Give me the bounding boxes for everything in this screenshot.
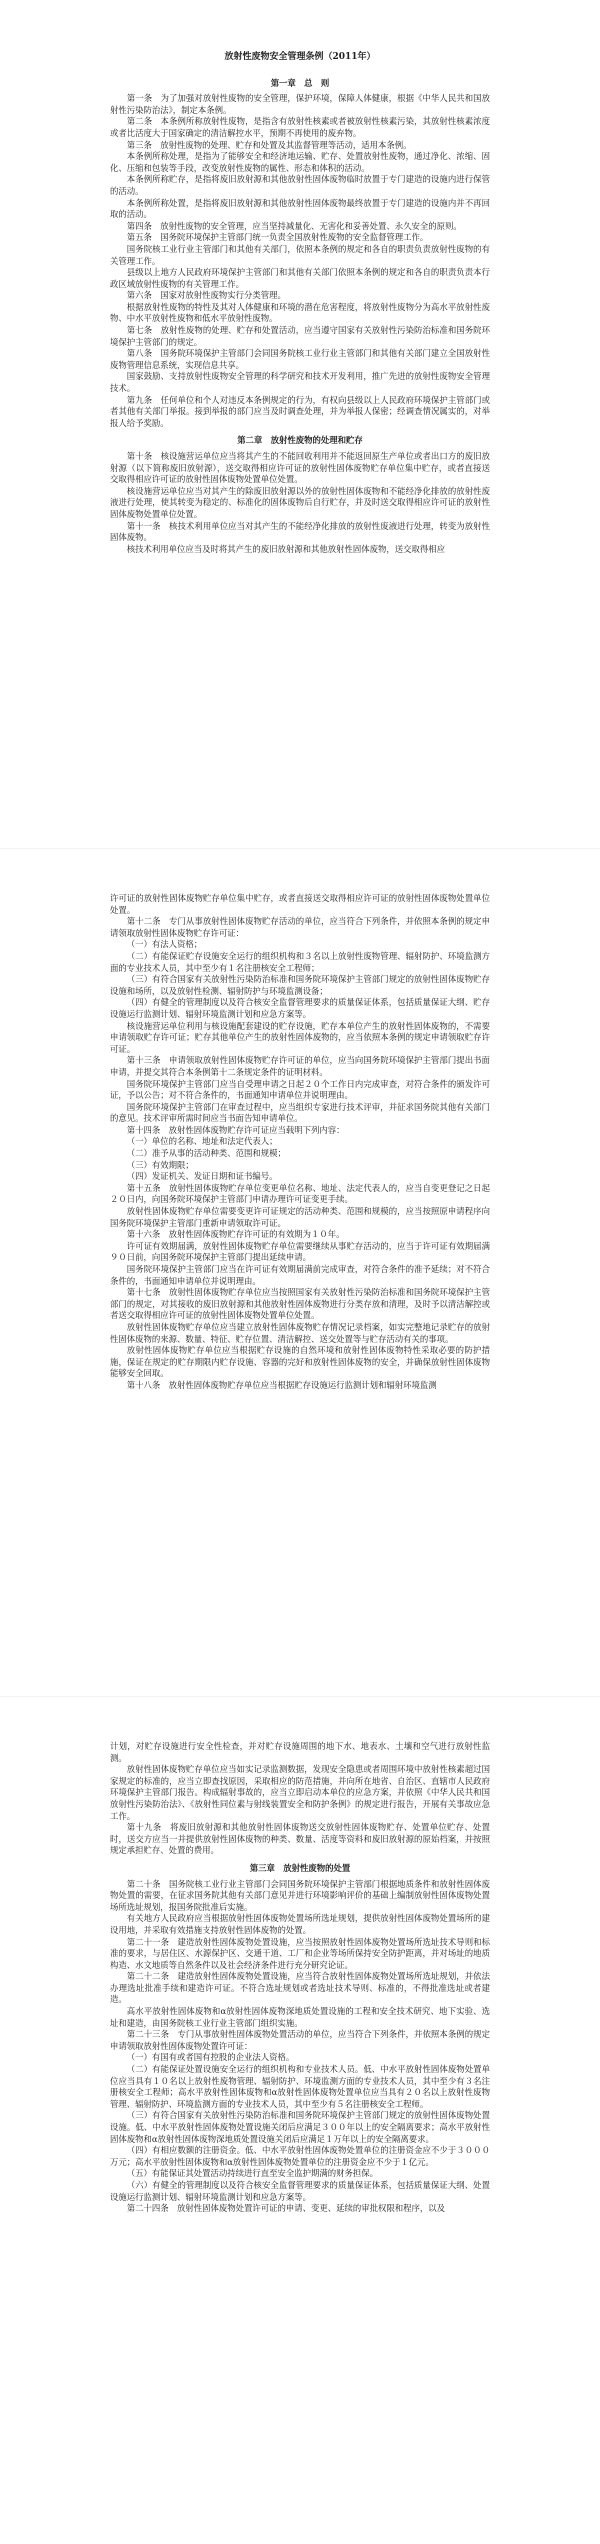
paragraph: 第十九条 将废旧放射源和其他放射性固体废物送交放射性固体废物贮存、处置单位贮存、处置时，送交方应当一并提供放射性固体废物的种类、数量、活度等资料和废旧放射源的原始档案，并按照规定承担贮存、处置的费用。: [110, 1822, 490, 1856]
paragraph: 本条例所称贮存，是指将废旧放射源和其他放射性固体废物临时放置于专门建造的设施内进行保管的活动。: [110, 174, 490, 196]
paragraph: 本条例所称处理，是指为了能够安全和经济地运输、贮存、处置放射性废物，通过净化、浓缩、固化、压缩和包装等手段，改变放射性废物的属性、形态和体积的活动。: [110, 151, 490, 173]
paragraph: 核设施营运单位应当对其产生的除废旧放射源以外的放射性固体废物和不能经净化排放的放射性废液进行处理，使其转变为稳定的、标准化的固体废物后自行贮存，并及时送交取得相应许可证的放射性固体废物处置单位处置。: [110, 485, 490, 519]
paragraph: （二）有能保证处置设施安全运行的组织机构和专业技术人员。低、中水平放射性固体废物处置单位应当具有１０名以上放射性废物管理、辐射防护、环境监测方面的专业技术人员，其中至少有３名注册核安全工程师；高水平放射性固体废物和α放射性固体废物处置单位应当具有２０名以上放射性废物管理、辐射防护、环境监测方面的专业技术人员，其中至少有５名注册核安全工程师。: [110, 2064, 490, 2109]
paragraph: 第五条 国务院环境保护主管部门统一负责全国放射性废物的安全监督管理工作。: [126, 232, 429, 243]
document-page-3: [0, 1697, 600, 2544]
paragraph: （三）有符合国家有关放射性污染防治标准和国务院环境保护主管部门规定的放射性固体废物处置设施。低、中水平放射性固体废物处置设施关闭后应满足３００年以上的安全隔离要求；高水平放射性固体废物和α放射性固体废物深地质处置设施关闭后应满足１万年以上的安全隔离要求。: [110, 2110, 490, 2144]
paragraph: （四）发证机关、发证日期和证书编号。: [126, 1171, 278, 1182]
paragraph: 第二十四条 放射性固体废物处置许可证的申请、变更、延续的审批权限和程序，以及: [126, 2203, 446, 2214]
paragraph: 第二十条 国务院核工业行业主管部门会同国务院环境保护主管部门根据地质条件和放射性固体废物处置的需要，在征求国务院其他有关部门意见并进行环境影响评价的基础上编制放射性固体废物处置场所选址规划，报国务院批准后实施。: [110, 1878, 490, 1912]
paragraph: 第二条 本条例所称放射性废物，是指含有放射性核素或者被放射性核素污染，其放射性核素浓度或者比活度大于国家确定的清洁解控水平，预期不再使用的废弃物。: [110, 116, 490, 138]
paragraph: 第十一条 核技术利用单位应当对其产生的不能经净化排放的放射性废液进行处理，转变为放射性固体废物。: [110, 520, 490, 543]
paragraph: 第十七条 放射性固体废物贮存单位应当按照国家有关放射性污染防治标准和国务院环境保护主管部门的规定，对其接收的废旧放射源和其他放射性固体废物进行分类存放和清理，及时予以清洁解控或者送交取得相应许可证的放射性固体废物处置单位处置。: [110, 1287, 490, 1321]
paragraph: （三）有符合国家有关放射性污染防治标准和国务院环境保护主管部门规定的放射性固体废物贮存设施和场所，以及放射性检测、辐射防护与环境监测设备；: [110, 974, 490, 996]
page-1-body: [110, 52, 490, 555]
paragraph: 核技术利用单位应当及时将其产生的废旧放射源和其他放射性固体废物，送交取得相应: [126, 543, 446, 554]
paragraph: 第十四条 放射性固体废物贮存许可证应当载明下列内容：: [126, 1124, 345, 1135]
paragraph: 第十二条 专门从事放射性固体废物贮存活动的单位，应当符合下列条件，并依照本条例的规定申请领取放射性固体废物贮存许可证：: [110, 916, 490, 938]
chapter-2-heading: 第二章 放射性废物的处理和贮存: [237, 435, 363, 446]
paragraph: 本条例所称处置，是指将废旧放射源和其他放射性固体废物最终放置于专门建造的设施内并不再回取的活动。: [110, 197, 490, 220]
page-3-body: [110, 1741, 490, 2215]
document-page-1: [0, 0, 600, 560]
paragraph: 第十三条 申请领取放射性固体废物贮存许可证的单位，应当向国务院环境保护主管部门提出书面申请，并提交其符合本条例第十二条规定条件的证明材料。: [110, 1055, 490, 1077]
paragraph: 国务院环境保护主管部门应当在许可证有效期届满前完成审查，对符合条件的准予延续；对不符合条件的，书面通知申请单位并说明理由。: [110, 1264, 490, 1286]
paragraph: 国务院环境保护主管部门应当自受理申请之日起２０个工作日内完成审查，对符合条件的颁发许可证，予以公告；对不符合条件的，书面通知申请单位并说明理由。: [110, 1078, 490, 1101]
paragraph: 第二十三条 专门从事放射性固体废物处置活动的单位，应当符合下列条件，并依照本条例的规定申请领取放射性固体废物处置许可证：: [110, 2029, 490, 2051]
paragraph: 放射性固体废物贮存单位应当如实记录监测数据，发现安全隐患或者周围环境中放射性核素超过国家规定的标准的，应当立即查找原因，采取相应的防范措施，并向所在地省、自治区、直辖市人民政府环境保护主管部门报告。构成辐射事故的，应当立即启动本单位的应急方案，并依照《中华人民共和国放射性污染防治法》、《放射性同位素与射线装置安全和防护条例》的规定进行报告，开展有关事故应急工作。: [110, 1764, 490, 1821]
chapter-1-heading: 第一章 总 则: [270, 77, 330, 88]
paragraph: 第十六条 放射性固体废物贮存许可证的有效期为１０年。: [126, 1229, 345, 1240]
paragraph: 第八条 国务院环境保护主管部门会同国务院核工业行业主管部门和其他有关部门建立全国放射性废物管理信息系统，实现信息共享。: [110, 348, 490, 370]
paragraph: 许可证的放射性固体废物贮存单位集中贮存，或者直接送交取得相应许可证的放射性固体废物处置单位处置。: [110, 893, 490, 915]
paragraph: （一）单位的名称、地址和法定代表人；: [126, 1136, 278, 1147]
paragraph: 根据放射性废物的特性及其对人体健康和环境的潜在危害程度，将放射性废物分为高水平放射性废物、中水平放射性废物和低水平放射性废物。: [110, 301, 490, 324]
paragraph: 有关地方人民政府应当根据放射性固体废物处置场所选址规划，提供放射性固体废物处置场所的建设用地，并采取有效措施支持放射性固体废物的处置。: [110, 1913, 490, 1935]
paragraph: 第十八条 放射性固体废物贮存单位应当根据贮存设施运行监测计划和辐射环境监测: [126, 1379, 437, 1390]
paragraph: 第四条 放射性废物的安全管理，应当坚持减量化、无害化和妥善处置、永久安全的原则。: [126, 220, 462, 231]
paragraph: 第十条 核设施营运单位应当将其产生的不能回收利用并不能返回原生产单位或者出口方的废旧放射源（以下简称废旧放射源），送交取得相应许可证的放射性固体废物贮存单位集中贮存，或者直接送交取得相应许可证的放射性固体废物处置单位处置。: [110, 451, 490, 485]
document-page-2: [0, 849, 600, 1697]
paragraph: （二）有能保证贮存设施安全运行的组织机构和３名以上放射性废物管理、辐射防护、环境监测方面的专业技术人员，其中至少有１名注册核安全工程师；: [110, 950, 490, 973]
paragraph: 许可证有效期届满，放射性固体废物贮存单位需要继续从事贮存活动的，应当于许可证有效期届满９０日前，向国务院环境保护主管部门提出延续申请。: [110, 1240, 490, 1263]
paragraph: （一）有法人资格；: [126, 939, 203, 950]
paragraph: 第七条 放射性废物的处理、贮存和处置活动，应当遵守国家有关放射性污染防治标准和国务院环境保护主管部门的规定。: [110, 325, 490, 347]
paragraph: 第九条 任何单位和个人对违反本条例规定的行为，有权向县级以上人民政府环境保护主管部门或者其他有关部门举报。接到举报的部门应当及时调查处理，并为举报人保密；经调查情况属实的，对举报人给予奖励。: [110, 394, 490, 428]
paragraph: 第二十二条 建造放射性固体废物处置设施，应当符合放射性固体废物处置场所选址规划，并依法办理选址批准手续和建造许可证。不符合选址规划或者选址技术导则、标准的，不得批准选址或者建造。: [110, 1971, 490, 2005]
page-2-body: [110, 893, 490, 1392]
paragraph: 国务院环境保护主管部门在审查过程中，应当组织专家进行技术评审，并征求国务院其他有关部门的意见。技术评审所需时间应当书面告知申请单位。: [110, 1101, 490, 1124]
paragraph: 高水平放射性固体废物和α放射性固体废物深地质处置设施的工程和安全技术研究、地下实验、选址和建造，由国务院核工业行业主管部门组织实施。: [110, 2006, 490, 2028]
paragraph: 核设施营运单位利用与核设施配套建设的贮存设施，贮存本单位产生的放射性固体废物的，不需要申请领取贮存许可证；贮存其他单位产生的放射性固体废物的，应当依照本条例的规定申请领取贮存许可证。: [110, 1020, 490, 1054]
document-title: 放射性废物安全管理条例（2011年）: [224, 52, 376, 62]
paragraph: 放射性固体废物贮存单位需要变更许可证规定的活动种类、范围和规模的，应当按照原申请程序向国务院环境保护主管部门重新申请领取许可证。: [110, 1206, 490, 1228]
paragraph: （五）有能保证其处置活动持续进行直至安全监护期满的财务担保。: [126, 2168, 379, 2179]
paragraph: 放射性固体废物贮存单位应当根据贮存设施的自然环境和放射性固体废物特性采取必要的防护措施，保证在规定的贮存期限内贮存设施、容器的完好和放射性固体废物的安全，并确保放射性固体废物能够安全回取。: [110, 1345, 490, 1379]
paragraph: （三）有效期限；: [126, 1159, 194, 1170]
paragraph: 第六条 国家对放射性废物实行分类管理。: [126, 290, 286, 301]
paragraph: 放射性固体废物贮存单位应当建立放射性固体废物贮存情况记录档案，如实完整地记录贮存的放射性固体废物的来源、数量、特征、贮存位置、清洁解控、送交处置等与贮存活动有关的事项。: [110, 1321, 490, 1344]
paragraph: （六）有健全的管理制度以及符合核安全监督管理要求的质量保证体系，包括质量保证大纲、处置设施运行监测计划、辐射环境监测计划和应急方案等。: [110, 2179, 490, 2202]
chapter-3-heading: 第三章 放射性废物的处置: [249, 1862, 351, 1873]
paragraph: 第一条 为了加强对放射性废物的安全管理，保护环境，保障人体健康，根据《中华人民共和国放射性污染防治法》，制定本条例。: [110, 93, 490, 115]
paragraph: 国家鼓励、支持放射性废物安全管理的科学研究和技术开发利用，推广先进的放射性废物安全管理技术。: [110, 371, 490, 394]
paragraph: 第十五条 放射性固体废物贮存单位变更单位名称、地址、法定代表人的，应当自变更登记之日起２０日内，向国务院环境保护主管部门申请办理许可证变更手续。: [110, 1182, 490, 1205]
paragraph: （四）有健全的管理制度以及符合核安全监督管理要求的质量保证体系，包括质量保证大纲、贮存设施运行监测计划、辐射环境监测计划和应急方案等。: [110, 997, 490, 1019]
paragraph: 第二十一条 建造放射性固体废物处置设施，应当按照放射性固体废物处置场所选址技术导则和标准的要求，与居住区、水源保护区、交通干道、工厂和企业等场所保持安全防护距离，并对场址的地质构造、水文地质等自然条件以及社会经济条件进行充分研究论证。: [110, 1936, 490, 1970]
paragraph: 计划，对贮存设施进行安全性检查，并对贮存设施周围的地下水、地表水、土壤和空气进行放射性监测。: [110, 1741, 490, 1763]
paragraph: （二）准予从事的活动种类、范围和规模；: [126, 1148, 286, 1159]
paragraph: 国务院核工业行业主管部门和其他有关部门，依照本条例的规定和各自的职责负责放射性废物的有关管理工作。: [110, 243, 490, 266]
paragraph: 县级以上地方人民政府环境保护主管部门和其他有关部门依照本条例的规定和各自的职责负责本行政区域放射性废物的有关管理工作。: [110, 267, 490, 289]
paragraph: （四）有相应数额的注册资金。低、中水平放射性固体废物处置单位的注册资金应不少于３０００万元；高水平放射性固体废物和α放射性固体废物处置单位的注册资金应不少于１亿元。: [110, 2145, 490, 2167]
paragraph: （一）有国有或者国有控股的企业法人资格。: [126, 2052, 295, 2063]
paragraph: 第三条 放射性废物的处理、贮存和处置及其监督管理等活动，适用本条例。: [126, 139, 412, 150]
